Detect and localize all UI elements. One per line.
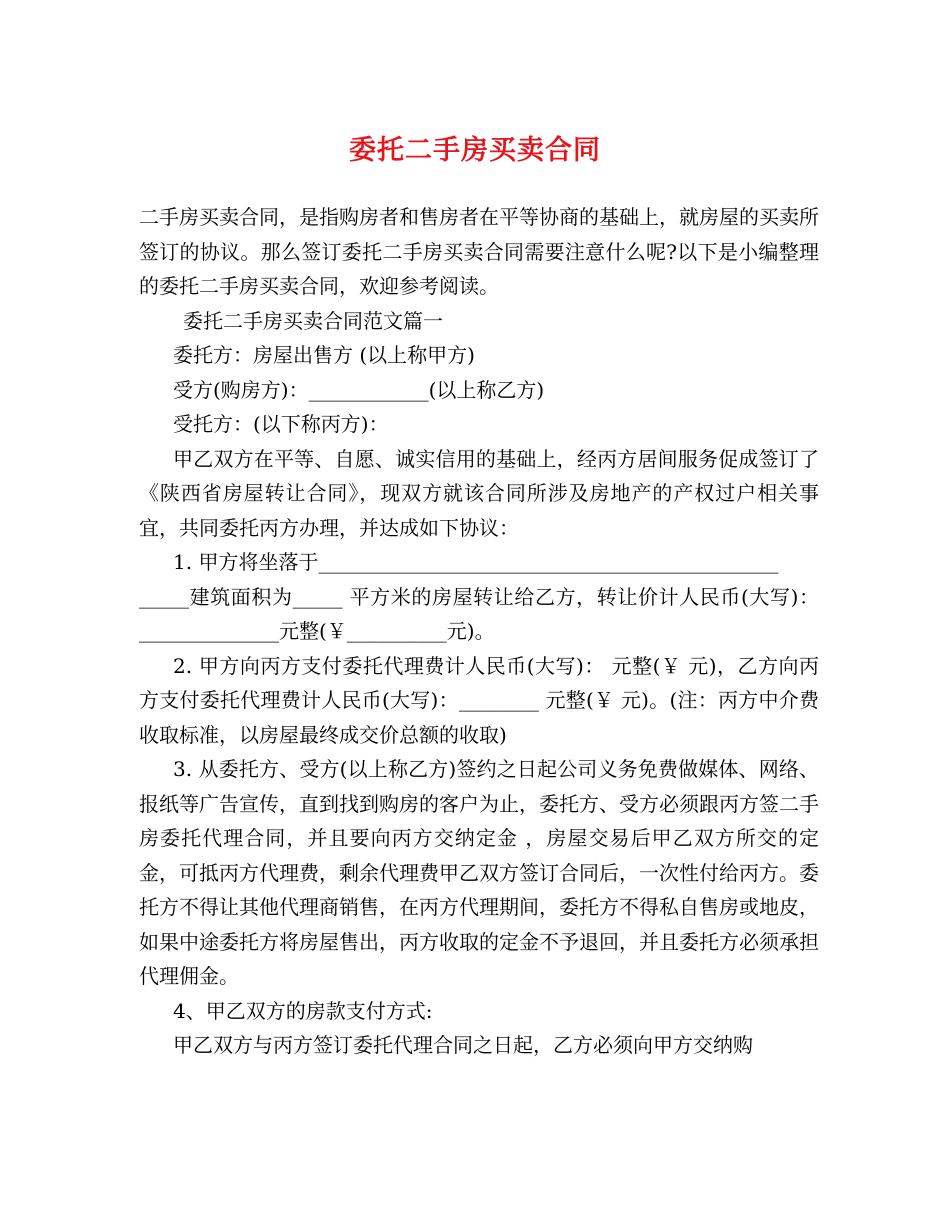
clause-1-first-line: 1. 甲方将坐落于______________________________________________ [173,550,779,574]
clause-1-continued: _____建筑面积为_____ 平方米的房屋转让给乙方，转让价计人民币(大写)： ______________元整(￥__________元)。 [139,584,819,643]
section-heading: 委托二手房买卖合同范文篇一 [183,308,443,333]
document-body [139,200,819,1063]
clause-4-heading: 4、甲乙双方的房款支付方式: [173,998,433,1023]
intro-paragraph: 二手房买卖合同，是指购房者和售房者在平等协商的基础上，就房屋的买卖所签订的协议。那么签订委托二手房买卖合同需要注意什么呢?以下是小编整理的委托二手房买卖合同，欢迎参考阅读。 [139,205,819,298]
party-a-line: 委托方：房屋出售方 (以上称甲方) [173,343,475,367]
clause-3-paragraph: 3. 从委托方、受方(以上称乙方)签约之日起公司义务免费做媒体、网络、报纸等广告宣传，直到找到购房的客户为止，委托方、受方必须跟丙方签二手房委托代理合同，并且要向丙方交纳定金 ，房屋交易后甲乙双方所交的定金，可抵丙方代理费，剩余代理费甲乙双方签订合同后，一次性付给丙方。委托方不得让其他代理商销售，在丙方代理期间，委托方不得私自售房或地皮，如果中途委托方将房屋售出，丙方收取的定金不予退回，并且委托方必须承担代理佣金。 [139,757,819,988]
party-b-line: 受方(购房方)：____________(以上称乙方) [173,377,545,402]
clause-2-paragraph: 2. 甲方向丙方支付委托代理费计人民币(大写)： 元整(￥ 元)，乙方向丙方支付委托代理费计人民币(大写)：________ 元整(￥ 元)。(注：丙方中介费收取标准，以房屋最终成交价总额的收取) [139,653,819,747]
document-title: 委托二手房买卖合同 [349,135,601,166]
preamble-paragraph: 甲乙双方在平等、自愿、诚实信用的基础上，经丙方居间服务促成签订了《陕西省房屋转让合同》，现双方就该合同所涉及房地产的产权过户相关事宜，共同委托丙方办理，并达成如下协议： [139,446,819,540]
clause-4-body: 甲乙双方与丙方签订委托代理合同之日起，乙方必须向甲方交纳购 [173,1033,753,1057]
party-c-line: 受托方：(以下称丙方)： [173,412,389,436]
